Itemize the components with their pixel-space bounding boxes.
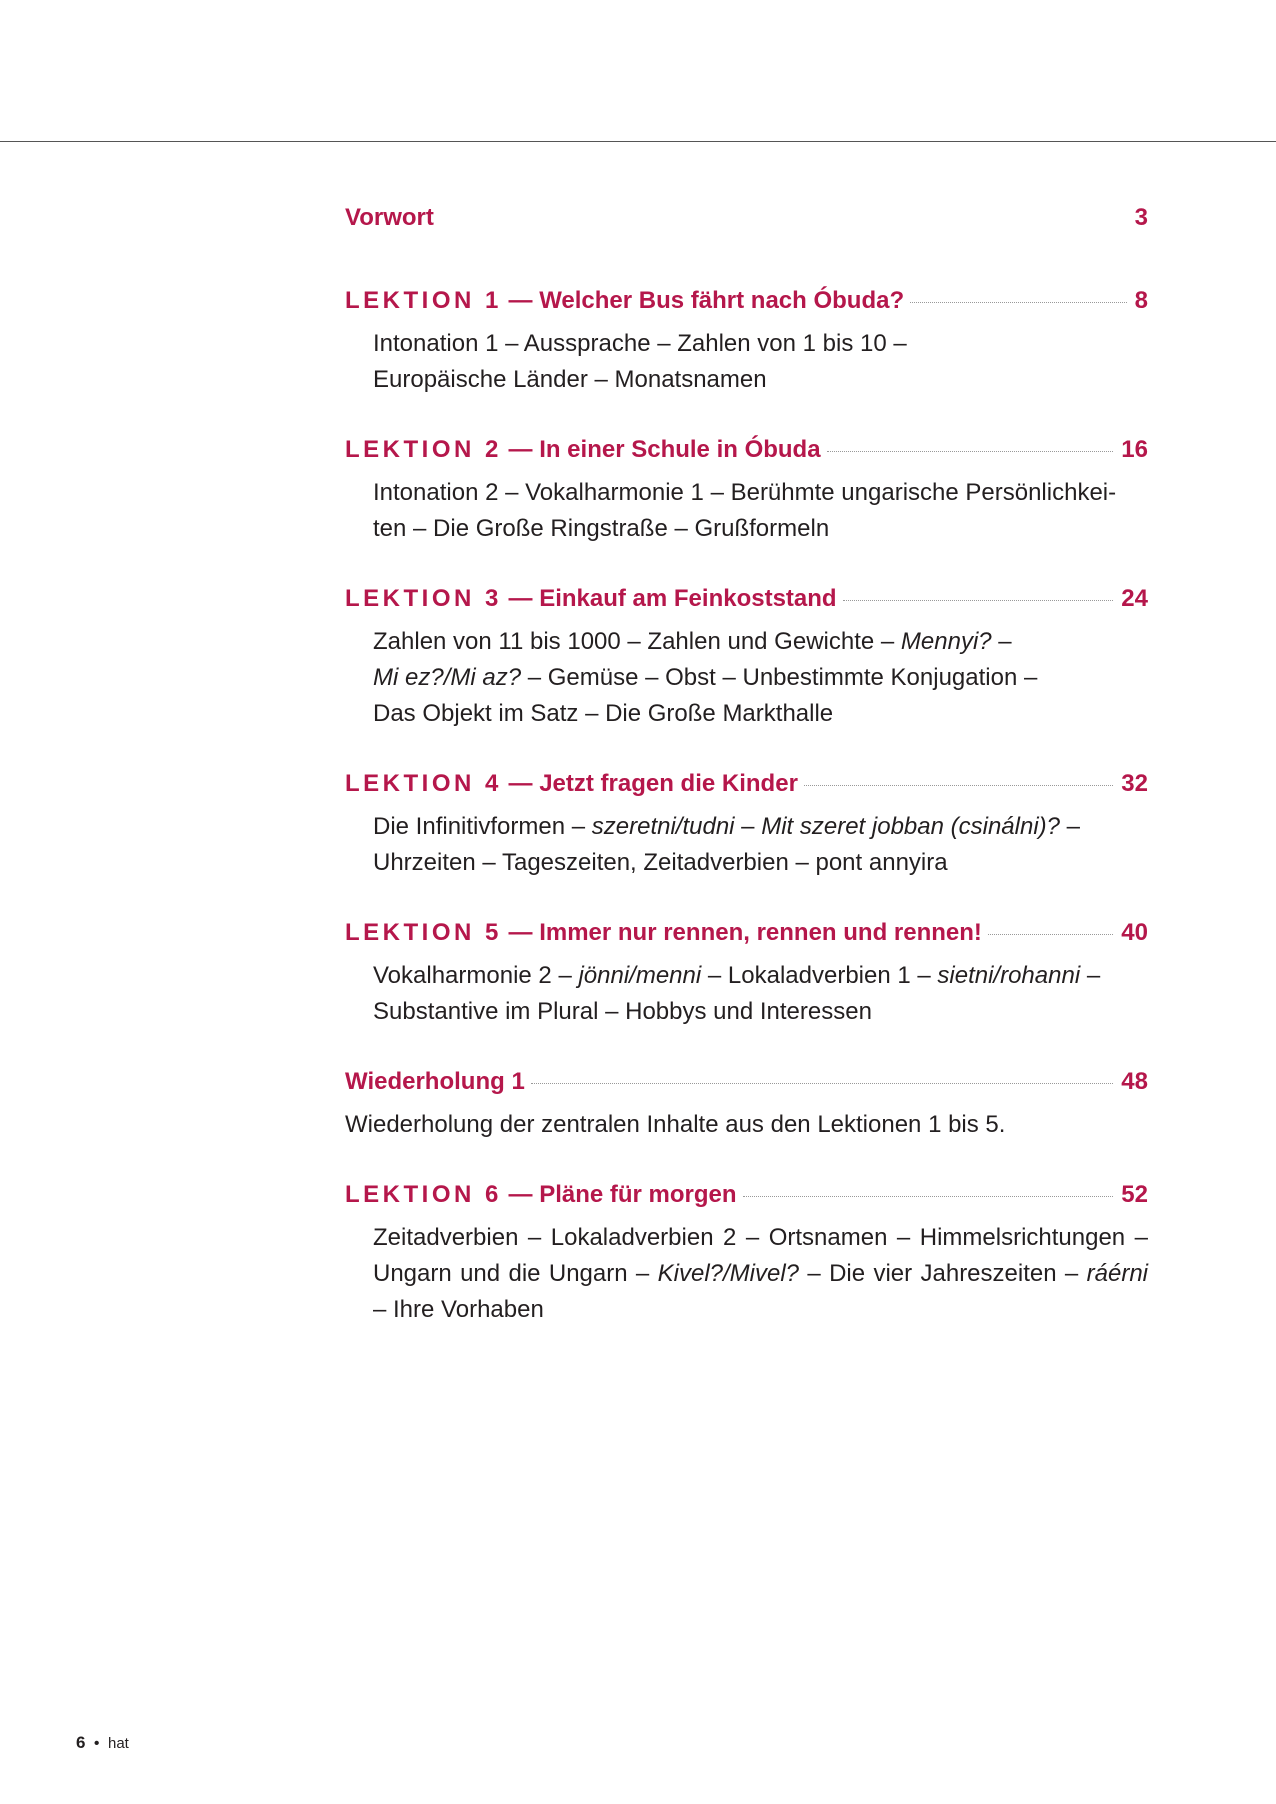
- toc-entry: [345, 432, 1148, 547]
- toc-entry: [345, 1177, 1148, 1328]
- toc-page-number: 40: [1121, 919, 1148, 946]
- toc-entry-heading[interactable]: [345, 581, 1148, 617]
- toc-entry-heading[interactable]: [345, 766, 1148, 802]
- description-text: ten – Die Große Ringstraße – Grußformeln: [373, 515, 830, 542]
- footer-bullet: •: [93, 1735, 100, 1752]
- italic-term: ráérni: [1086, 1260, 1148, 1287]
- toc-entry-heading[interactable]: [345, 283, 1148, 319]
- italic-term: sietni/rohanni: [937, 962, 1081, 989]
- lektion-label: LEKTION 2: [345, 436, 502, 463]
- description-text: Zahlen von 11 bis 1000 – Zahlen und Gewichte –: [373, 628, 901, 655]
- description-text: Intonation 2 – Vokalharmonie 1 – Berühmte ungarische Persönlichkei-: [373, 479, 1117, 506]
- toc-entry: [345, 915, 1148, 1030]
- dot-leader: [531, 1083, 1114, 1084]
- toc-entry: [345, 200, 1148, 236]
- toc-page-number: 16: [1121, 436, 1148, 463]
- description-line: [373, 479, 1116, 506]
- description-text: – Lokaladverbien 1 –: [701, 962, 938, 989]
- toc-page-number: 8: [1134, 287, 1148, 314]
- toc-page-number: 24: [1121, 585, 1148, 612]
- italic-term: Kivel?/Mivel?: [657, 1260, 800, 1287]
- toc-page-number: 32: [1121, 770, 1148, 797]
- toc-entry-description: [345, 475, 1148, 547]
- dot-leader: [804, 785, 1113, 786]
- toc-page-number: 3: [1134, 204, 1148, 231]
- dot-leader: [843, 600, 1114, 601]
- description-text: Die Infinitivformen –: [373, 813, 592, 840]
- toc-entry-heading[interactable]: [345, 1177, 1148, 1213]
- description-text: Intonation 1 – Aussprache – Zahlen von 1 bis 10 –: [373, 330, 907, 357]
- description-line: [345, 1111, 1005, 1138]
- toc-entry-heading[interactable]: [345, 1064, 1148, 1100]
- description-text: –: [1060, 813, 1081, 840]
- page-footer: [76, 1733, 129, 1753]
- toc-entry-description: [345, 624, 1148, 732]
- description-text: Wiederholung der zentralen Inhalte aus den Lektionen 1 bis 5.: [345, 1111, 1006, 1138]
- toc-page-number: 48: [1121, 1068, 1148, 1095]
- description-line: [373, 664, 1037, 691]
- em-dash: —: [501, 770, 540, 797]
- toc-entry-heading[interactable]: [345, 915, 1148, 951]
- dot-leader: [743, 1196, 1114, 1197]
- toc-entry-title: Vorwort: [345, 204, 434, 231]
- italic-term: Mit szeret jobban (csinálni)?: [761, 813, 1060, 840]
- description-line: [373, 1224, 1148, 1323]
- dot-leader: [910, 302, 1127, 303]
- toc-entry-title: Einkauf am Feinkoststand: [539, 585, 837, 612]
- toc-entry-description: [345, 958, 1148, 1030]
- italic-term: szeretni/tudni: [591, 813, 735, 840]
- description-text: Substantive im Plural – Hobbys und Interessen: [373, 998, 872, 1025]
- description-text: –: [734, 813, 762, 840]
- italic-term: Mennyi?: [900, 628, 992, 655]
- lektion-label: LEKTION 1: [345, 287, 502, 314]
- toc-entry: [345, 283, 1148, 398]
- toc-entry: [345, 1064, 1148, 1143]
- description-text: Uhrzeiten – Tageszeiten, Zeitadverbien – pont annyira: [373, 849, 948, 876]
- description-line: [373, 366, 767, 393]
- description-text: – Die vier Jahreszeiten –: [799, 1260, 1087, 1287]
- description-text: –: [1080, 962, 1101, 989]
- toc-entry-title: Immer nur rennen, rennen und rennen!: [539, 919, 982, 946]
- description-line: [373, 330, 907, 357]
- toc-entry-description: [345, 1220, 1148, 1328]
- lektion-label: LEKTION 5: [345, 919, 502, 946]
- description-text: Europäische Länder – Monatsnamen: [373, 366, 767, 393]
- description-line: [373, 849, 948, 876]
- toc-page-number: 52: [1121, 1181, 1148, 1208]
- description-line: [373, 998, 872, 1025]
- lektion-label: LEKTION 4: [345, 770, 502, 797]
- description-line: [373, 962, 1100, 989]
- description-text: Zeitadverbien – Lokaladverbien 2 – Ortsnamen – Himmelsrichtungen – Ungarn und die Ungarn –: [373, 1224, 1148, 1287]
- description-line: [373, 515, 829, 542]
- toc-entry-title: Pläne für morgen: [539, 1181, 737, 1208]
- description-text: – Gemüse – Obst – Unbestimmte Konjugation –: [521, 664, 1038, 691]
- dot-leader: [988, 934, 1113, 935]
- description-line: [373, 700, 833, 727]
- description-text: Das Objekt im Satz – Die Große Markthalle: [373, 700, 834, 727]
- toc-entry-title: Jetzt fragen die Kinder: [539, 770, 798, 797]
- page-number: 6: [76, 1733, 86, 1752]
- toc-entry-description: [345, 1107, 1148, 1143]
- em-dash: —: [501, 436, 540, 463]
- toc-entry-title: Wiederholung 1: [345, 1068, 525, 1095]
- toc-entry-description: [345, 809, 1148, 881]
- toc-entry-heading[interactable]: [345, 200, 1148, 236]
- toc-entry-description: [345, 326, 1148, 398]
- description-text: Vokalharmonie 2 –: [373, 962, 579, 989]
- description-text: –: [991, 628, 1012, 655]
- em-dash: —: [501, 287, 540, 314]
- table-of-contents: [345, 200, 1148, 1362]
- em-dash: —: [501, 919, 540, 946]
- header-rule: [0, 141, 1276, 142]
- toc-entry: [345, 766, 1148, 881]
- em-dash: —: [501, 1181, 540, 1208]
- lektion-label: LEKTION 6: [345, 1181, 502, 1208]
- toc-entry: [345, 581, 1148, 732]
- dot-leader: [827, 451, 1114, 452]
- toc-entry-heading[interactable]: [345, 432, 1148, 468]
- toc-entry-title: Welcher Bus fährt nach Óbuda?: [539, 287, 905, 314]
- page-number-word: hat: [107, 1735, 129, 1752]
- description-line: [373, 813, 1080, 840]
- em-dash: —: [501, 585, 540, 612]
- italic-term: jönni/menni: [578, 962, 702, 989]
- toc-entry-title: In einer Schule in Óbuda: [539, 436, 821, 463]
- lektion-label: LEKTION 3: [345, 585, 502, 612]
- italic-term: Mi ez?/Mi az?: [373, 664, 522, 691]
- description-text: – Ihre Vorhaben: [373, 1296, 544, 1323]
- description-line: [373, 628, 1012, 655]
